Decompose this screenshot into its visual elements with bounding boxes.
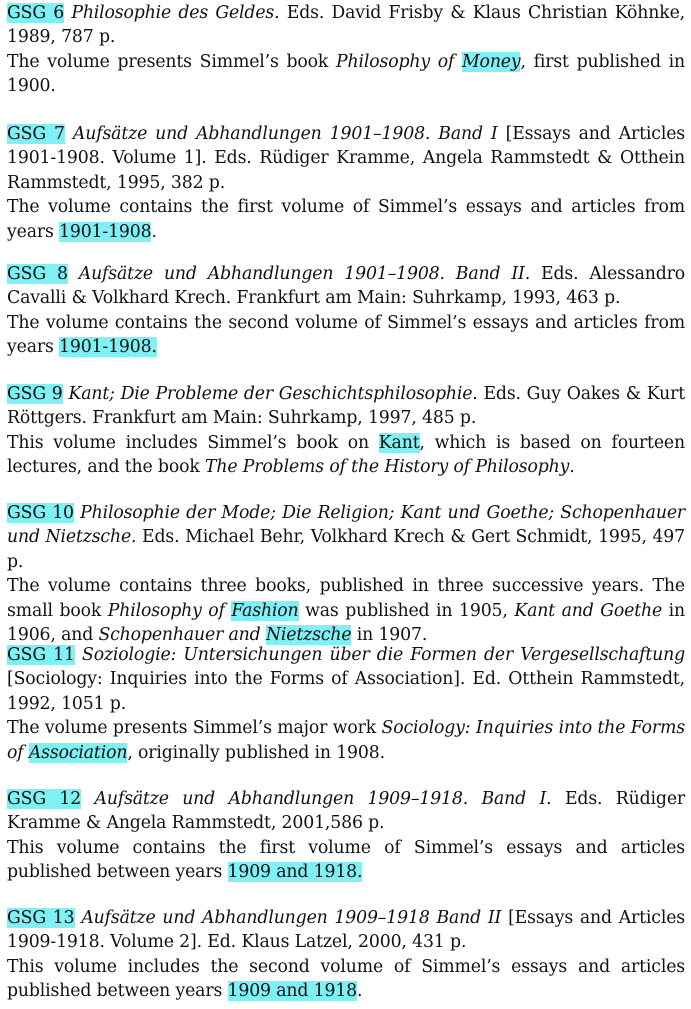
- description-italic: Philosophy of: [336, 51, 463, 72]
- bibliography-entry: [7, 787, 685, 885]
- description-text: This volume includes Simmel’s book on: [7, 432, 379, 453]
- highlighted-term: Association: [28, 742, 128, 763]
- volume-reference: Eds. Alessandro Cavalli & Volkhard Krech. Frankfurt am Main: Suhrkamp, 1993, 463 p.: [7, 264, 686, 309]
- description-text: The volume presents Simmel’s book: [7, 51, 337, 72]
- description-text: The volume contains the first volume of Simmel’s essays and articles from years: [7, 197, 685, 242]
- description-italic: Schopenhauer and: [98, 625, 266, 646]
- description-text: , first published in 1900.: [7, 51, 685, 97]
- entry-description: [7, 50, 685, 99]
- entry-description: [7, 311, 685, 360]
- volume-reference: [Essays and Articles 1909-1918. Volume 2]. Ed. Klaus Latzel, 2000, 431 p.: [7, 908, 686, 953]
- description-text: in 1907.: [351, 625, 428, 646]
- volume-title: Aufsätze und Abhandlungen 1901–1908. Band II.: [78, 264, 531, 284]
- entry-description: [7, 431, 685, 480]
- entry-description: [7, 716, 685, 765]
- volume-reference: [Essays and Articles 1901-1908. Volume 1]. Eds. Rüdiger Kramme, Angela Rammstedt & Otthein Rammstedt, 1995, 382 p.: [7, 124, 686, 193]
- entry-citation: [7, 643, 685, 716]
- volume-reference: Eds. Rüdiger Kramme & Angela Rammstedt, 2001,586 p.: [7, 789, 686, 834]
- volume-title: Soziologie: Untersichungen über die Formen der Vergesellschaftung: [82, 645, 686, 665]
- entry-citation: [7, 501, 685, 574]
- volume-reference: [Sociology: Inquiries into the Forms of Association]. Ed. Otthein Rammstedt, 1992, 1051 p.: [7, 669, 685, 714]
- highlighted-term: Nietzsche: [265, 625, 352, 646]
- bibliography-entry: [7, 382, 685, 480]
- description-italic: Sociology: Inquiries into the Forms of: [7, 718, 685, 763]
- bibliography-entry: [7, 122, 685, 244]
- highlighted-term: 1909 and 1918: [227, 981, 358, 1002]
- description-text: , which is based on fourteen lectures, and the book: [7, 432, 685, 478]
- description-text: The volume presents Simmel’s major work: [7, 718, 382, 739]
- description-text: was published in 1905,: [298, 600, 515, 621]
- volume-id: GSG 9: [7, 384, 63, 404]
- volume-title: Philosophie des Geldes.: [71, 3, 280, 23]
- volume-reference: Eds. Guy Oakes & Kurt Röttgers. Frankfurt am Main: Suhrkamp, 1997, 485 p.: [7, 384, 686, 429]
- volume-title: Philosophie der Mode; Die Religion; Kant und Goethe; Schopenhauer und Nietzsche.: [7, 503, 686, 548]
- volume-reference: Eds. Michael Behr, Volkhard Krech & Gert Schmidt, 1995, 497 p.: [7, 527, 685, 572]
- entry-description: [7, 955, 685, 1004]
- entry-citation: [7, 122, 685, 195]
- volume-reference: Eds. David Frisby & Klaus Christian Köhnke, 1989, 787 p.: [7, 3, 686, 48]
- highlighted-term: 1901-1908.: [59, 337, 157, 358]
- bibliography-entry: [7, 1, 685, 99]
- description-italic: The Problems of the History of Philosophy: [205, 457, 570, 478]
- description-text: The volume contains three books, published in three successive years. The small book: [7, 576, 685, 621]
- volume-id: GSG 10: [7, 503, 74, 523]
- description-text: , originally published in 1908.: [127, 742, 385, 763]
- description-italic: Philosophy of: [107, 600, 232, 621]
- description-text: in 1906, and: [7, 600, 686, 646]
- description-text: .: [569, 457, 575, 478]
- entry-description: [7, 195, 685, 244]
- volume-title: Kant; Die Probleme der Geschichtsphilosophie.: [68, 384, 478, 404]
- description-italic: Kant and Goethe: [514, 600, 663, 621]
- highlighted-term: 1909 and 1918.: [227, 862, 363, 883]
- entry-citation: [7, 1, 685, 50]
- entry-citation: [7, 262, 685, 311]
- bibliography-entry: [7, 262, 685, 360]
- entry-citation: [7, 906, 685, 955]
- volume-id: GSG 11: [7, 645, 75, 665]
- bibliography-entry: [7, 501, 685, 647]
- description-text: This volume contains the first volume of Simmel’s essays and articles published between years: [7, 837, 685, 883]
- volume-id: GSG 8: [7, 264, 68, 284]
- highlighted-term: Fashion: [231, 600, 299, 621]
- volume-id: GSG 12: [7, 789, 82, 809]
- highlighted-term: Kant: [378, 432, 420, 453]
- volume-title: Aufsätze und Abhandlungen 1909–1918 Band II: [81, 908, 502, 928]
- highlighted-term: Money: [462, 51, 521, 72]
- description-text: This volume includes the second volume of Simmel’s essays and articles published between years: [7, 956, 685, 1002]
- volume-id: GSG 7: [7, 124, 65, 144]
- description-text: The volume contains the second volume of Simmel’s essays and articles from years: [7, 312, 685, 358]
- highlighted-term: 1901-1908: [59, 221, 152, 242]
- bibliography-entry: [7, 643, 685, 765]
- volume-title: Aufsätze und Abhandlungen 1901–1908. Band I: [72, 124, 498, 144]
- entry-description: [7, 574, 685, 647]
- description-text: .: [357, 981, 363, 1002]
- bibliography-entry: [7, 906, 685, 1004]
- entry-citation: [7, 382, 685, 431]
- entry-description: [7, 836, 685, 885]
- volume-id: GSG 13: [7, 908, 75, 928]
- volume-title: Aufsätze und Abhandlungen 1909–1918. Band I.: [94, 789, 552, 809]
- volume-id: GSG 6: [7, 3, 65, 23]
- entry-citation: [7, 787, 685, 836]
- description-text: .: [151, 221, 157, 242]
